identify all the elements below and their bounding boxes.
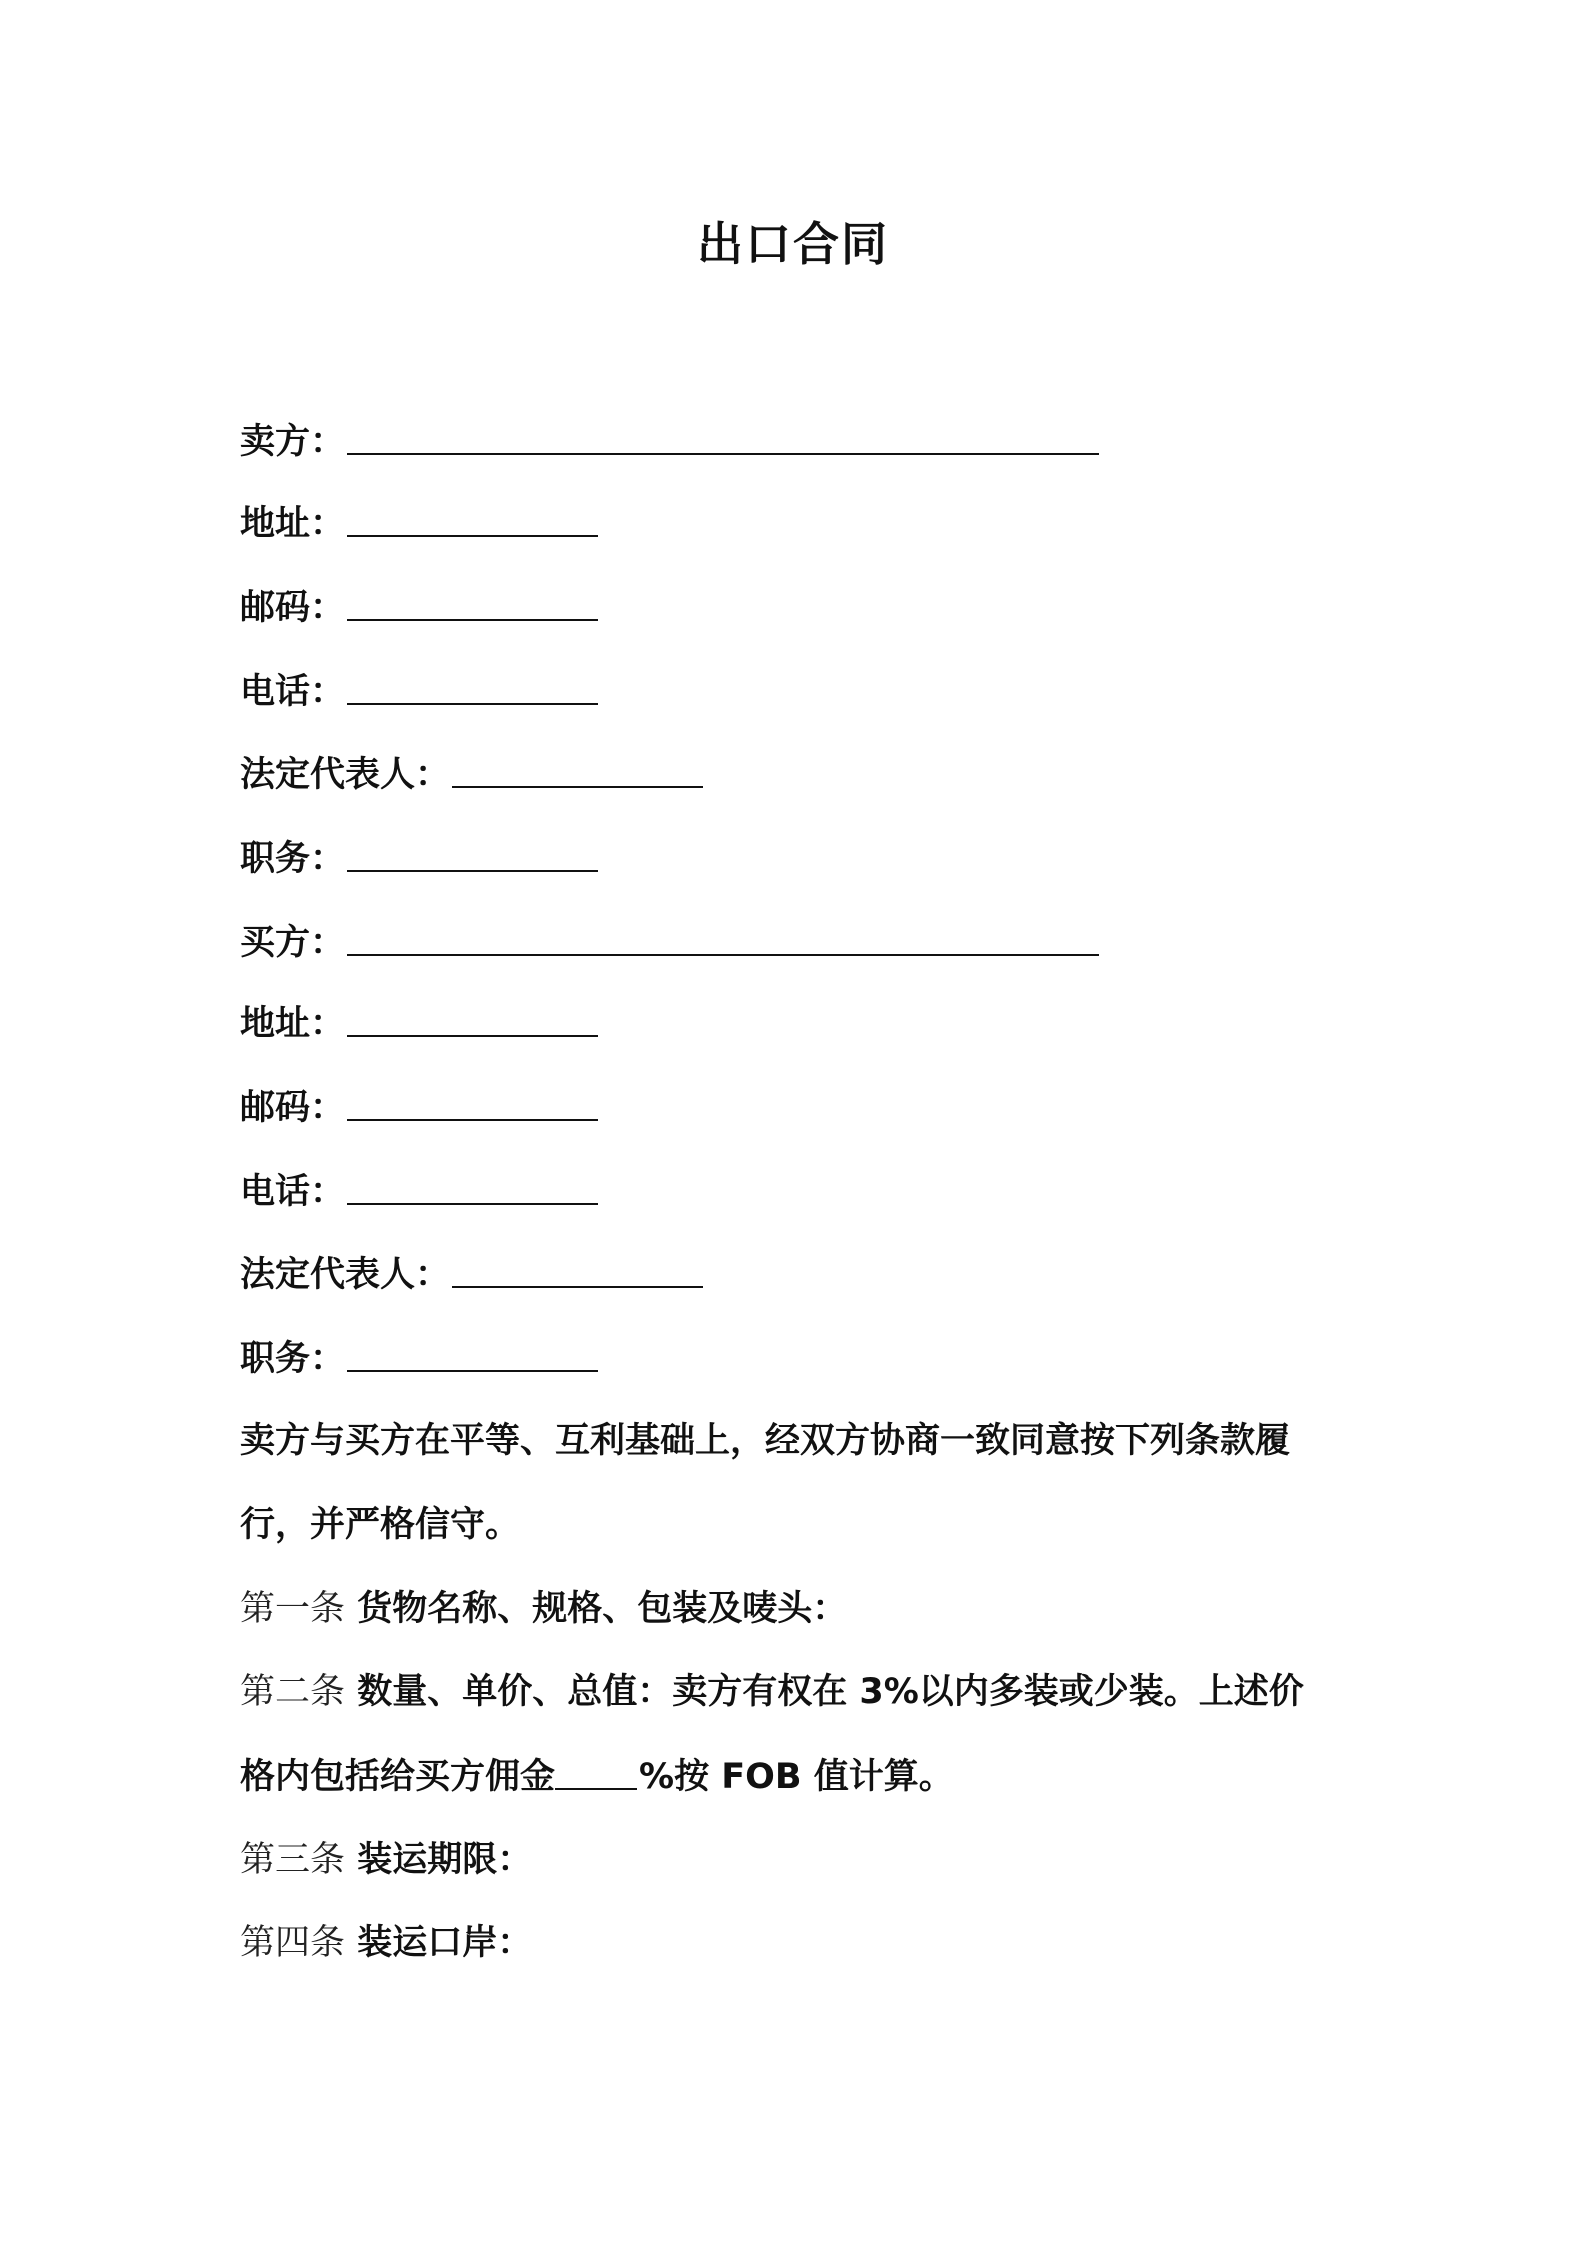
buyer-phone-blank[interactable]: [347, 1169, 598, 1205]
buyer-legal-rep-row: [240, 1250, 703, 1299]
buyer-postcode-row: [240, 1083, 598, 1132]
seller-party-row: [240, 417, 1099, 466]
article-2-continuation: [240, 1752, 954, 1801]
article-4: [240, 1919, 532, 1967]
buyer-address-label: 地址：: [240, 1004, 346, 1044]
buyer-address-blank[interactable]: [347, 1001, 598, 1037]
article-3-text: 装运期限：: [345, 1840, 533, 1880]
seller-phone-row: [240, 667, 598, 716]
seller-phone-label: 电话：: [240, 672, 346, 712]
article-2-number: 第二条: [240, 1672, 346, 1712]
seller-postcode-label: 邮码：: [240, 588, 346, 628]
seller-party-label: 卖方：: [240, 422, 346, 462]
article-2-continuation-post: %按 FOB 值计算。: [639, 1757, 954, 1797]
article-1-number: 第一条: [240, 1589, 346, 1629]
seller-legal-rep-blank[interactable]: [452, 752, 703, 788]
seller-address-label: 地址：: [240, 504, 346, 544]
seller-legal-rep-row: [240, 750, 703, 799]
article-3-number: 第三条: [240, 1840, 346, 1880]
preamble-line-1: 卖方与买方在平等、互利基础上，经双方协商一致同意按下列条款履: [240, 1421, 1291, 1461]
buyer-position-label: 职务：: [240, 1339, 346, 1379]
seller-position-label: 职务：: [240, 839, 346, 879]
article-2: [240, 1668, 1304, 1716]
buyer-legal-rep-blank[interactable]: [452, 1252, 703, 1288]
buyer-position-row: [240, 1334, 598, 1383]
seller-phone-blank[interactable]: [347, 669, 598, 705]
article-3: [240, 1836, 532, 1884]
seller-party-blank[interactable]: [347, 419, 1099, 455]
article-1-text: 货物名称、规格、包装及唛头：: [345, 1589, 848, 1629]
preamble-line-2: 行，并严格信守。: [240, 1505, 521, 1545]
document-title: 出口合同: [697, 217, 889, 271]
buyer-position-blank[interactable]: [347, 1336, 598, 1372]
article-1: [240, 1585, 847, 1633]
buyer-postcode-blank[interactable]: [347, 1085, 598, 1121]
buyer-postcode-label: 邮码：: [240, 1088, 346, 1128]
buyer-address-row: [240, 999, 598, 1048]
buyer-party-label: 买方：: [240, 923, 346, 963]
seller-legal-rep-label: 法定代表人：: [240, 755, 451, 795]
buyer-phone-row: [240, 1167, 598, 1216]
buyer-party-row: [240, 918, 1099, 967]
buyer-phone-label: 电话：: [240, 1172, 346, 1212]
commission-percent-blank[interactable]: [555, 1754, 637, 1790]
seller-postcode-row: [240, 583, 598, 632]
seller-address-blank[interactable]: [347, 501, 598, 537]
seller-position-row: [240, 834, 598, 883]
article-2-text: 数量、单价、总值：卖方有权在 3%以内多装或少装。上述价: [345, 1672, 1304, 1712]
buyer-legal-rep-label: 法定代表人：: [240, 1255, 451, 1295]
article-4-number: 第四条: [240, 1923, 346, 1963]
seller-position-blank[interactable]: [347, 836, 598, 872]
seller-address-row: [240, 499, 598, 548]
seller-postcode-blank[interactable]: [347, 585, 598, 621]
buyer-party-blank[interactable]: [347, 920, 1099, 956]
article-4-text: 装运口岸：: [345, 1923, 533, 1963]
article-2-continuation-pre: 格内包括给买方佣金: [240, 1757, 556, 1797]
